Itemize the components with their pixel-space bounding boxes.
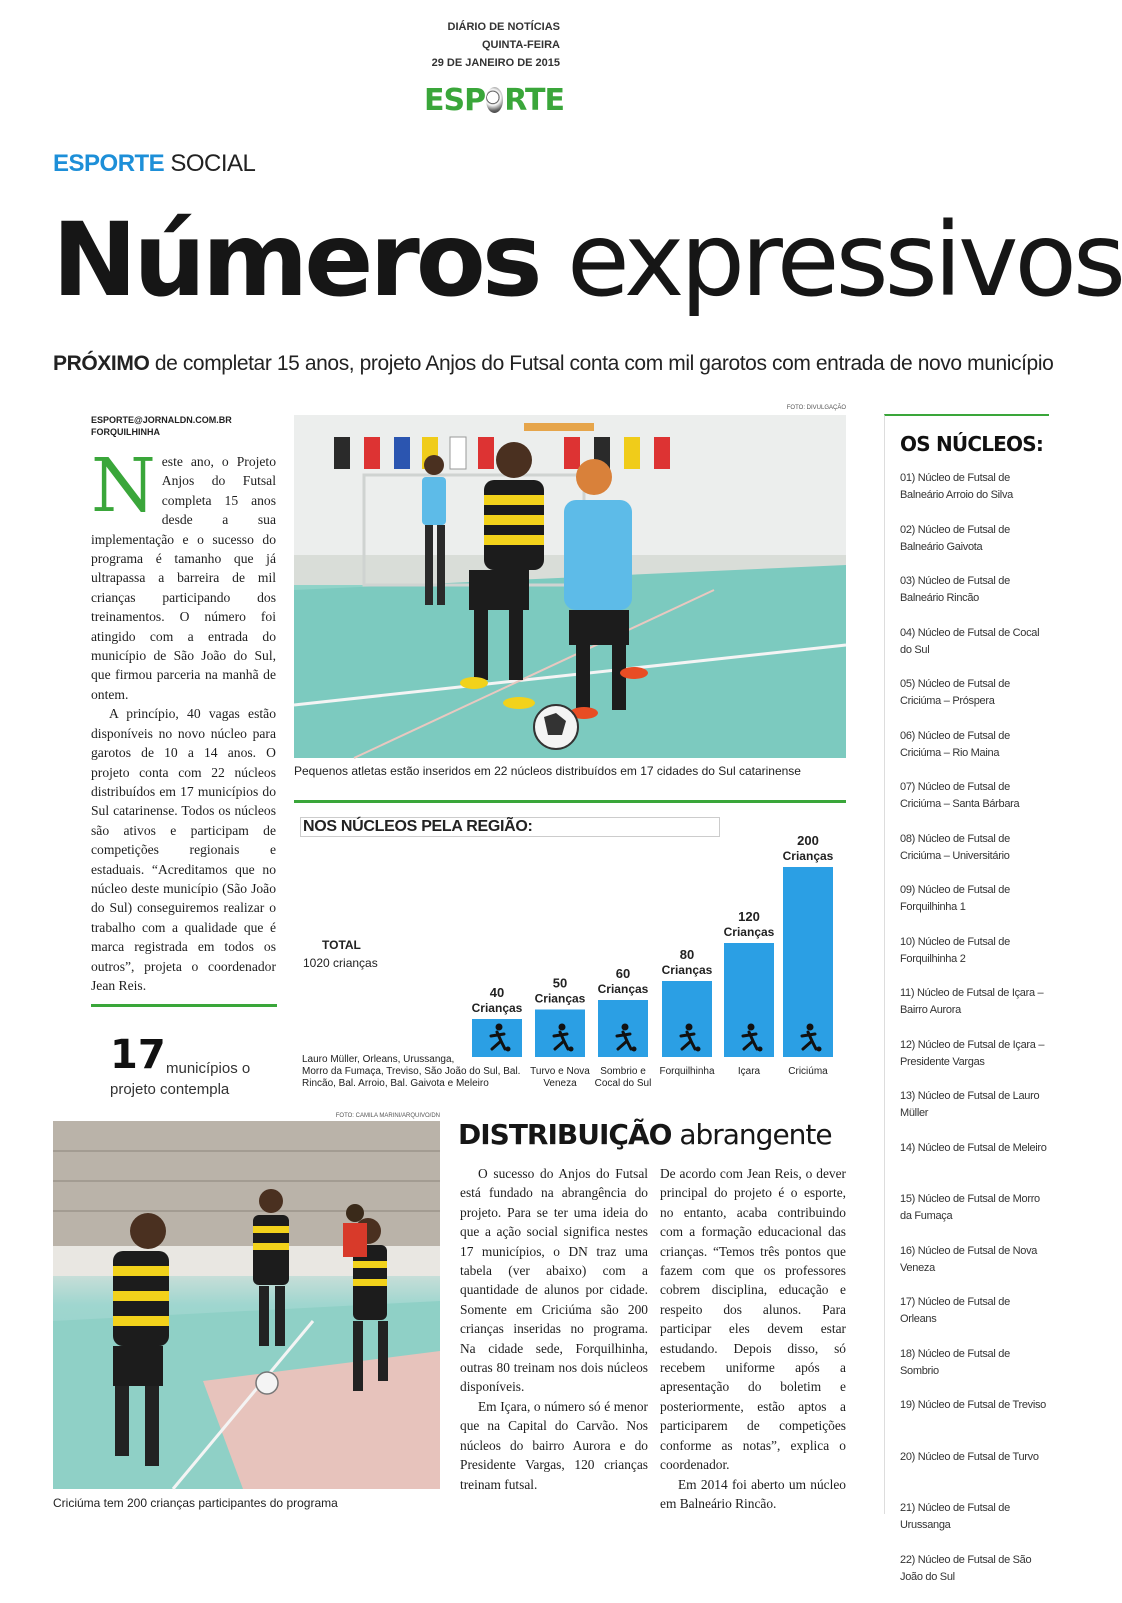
data-label: 40 [490, 985, 504, 1000]
list-item: 15) Núcleo de Futsal de Morro da Fumaça [900, 1191, 1048, 1243]
ball-icon [506, 1047, 511, 1052]
article-body [91, 452, 276, 995]
stat-label: projeto contempla [110, 1081, 229, 1098]
category-label: Cocal do Sul [595, 1078, 652, 1089]
masthead [400, 18, 560, 72]
data-label: 80 [680, 947, 694, 962]
list-item: 10) Núcleo de Futsal de Forquilhinha 2 [900, 934, 1048, 986]
player-icon [496, 1024, 503, 1031]
headline-regular: expressivos [567, 201, 1122, 320]
chart-title: NOS NÚCLEOS PELA REGIÃO: [300, 817, 720, 837]
category-label: Rincão, Bal. Arroio, Bal. Gaivota e Meleiro [302, 1078, 489, 1089]
list-item: 07) Núcleo de Futsal de Criciúma – Santa Bárbara [900, 779, 1048, 831]
article-column [660, 1164, 846, 1513]
section-primary: ESPORTE [53, 150, 164, 177]
photo-illustration [294, 415, 846, 758]
photo-illustration [53, 1121, 440, 1489]
byline-email: ESPORTE@JORNALDN.COM.BR [91, 414, 281, 426]
category-label: Forquilhinha [659, 1066, 714, 1077]
subhead-bold: PRÓXIMO [53, 352, 149, 375]
weekday: QUINTA-FEIRA [400, 36, 560, 54]
list-item: 04) Núcleo de Futsal de Cocal do Sul [900, 625, 1048, 677]
soccer-ball-icon [486, 87, 503, 113]
futsal-photo-criciuma [53, 1121, 440, 1489]
data-label: 120 [738, 909, 760, 924]
bar-chart [294, 820, 846, 1100]
list-item: 16) Núcleo de Futsal de Nova Veneza [900, 1243, 1048, 1295]
paper-name: DIÁRIO DE NOTÍCIAS [400, 18, 560, 36]
byline [91, 414, 281, 438]
category-label: Criciúma [788, 1066, 828, 1077]
issue-date: 29 DE JANEIRO DE 2015 [400, 54, 560, 72]
ball-icon [569, 1047, 574, 1052]
list-item: 18) Núcleo de Futsal de Sombrio [900, 1346, 1048, 1398]
list-item: 08) Núcleo de Futsal de Criciúma – Universitário [900, 831, 1048, 883]
list-item: 11) Núcleo de Futsal de Içara – Bairro Aurora [900, 985, 1048, 1037]
player-icon [748, 1024, 755, 1031]
subhead-regular: de completar 15 anos, projeto Anjos do Futsal conta com mil garotos com entrada de novo município [155, 352, 1054, 375]
player-icon [622, 1024, 629, 1031]
category-label: Turvo e Nova [530, 1066, 590, 1077]
list-item: 02) Núcleo de Futsal de Balneário Gaivota [900, 522, 1048, 574]
list-item: 17) Núcleo de Futsal de Orleans [900, 1294, 1048, 1346]
article-paragraph: Neste ano, o Projeto Anjos do Futsal completa 15 anos desde a sua implementação e o sucesso do programa é tamanho que já ultrapassa a barreira de mil crianças participando dos treinamentos. O número foi atingido com a entrada do município de São João do Sul, que firmou parceria na manhã de ontem. [91, 452, 276, 704]
data-label-unit: Crianças [662, 963, 713, 977]
category-label: Içara [738, 1066, 761, 1077]
article-paragraph: Em 2014 foi aberto um núcleo em Balneário Rincão. [660, 1475, 846, 1514]
category-label: Veneza [543, 1078, 577, 1089]
secondary-headline-bold: DISTRIBUIÇÃO [458, 1118, 671, 1151]
logo-text-right: RTE [504, 83, 564, 118]
list-item: 19) Núcleo de Futsal de Treviso [900, 1397, 1048, 1449]
list-item: 22) Núcleo de Futsal de São João do Sul [900, 1552, 1048, 1603]
data-label-unit: Crianças [535, 992, 586, 1006]
data-label-unit: Crianças [598, 982, 649, 996]
player-icon [807, 1024, 814, 1031]
player-icon [559, 1024, 566, 1031]
page-headline [52, 196, 1052, 326]
section-tag [53, 150, 255, 178]
article-column [460, 1164, 648, 1494]
sidebar-title: OS NÚCLEOS: [900, 432, 1043, 456]
drop-cap: N [91, 454, 156, 518]
chart-bar [724, 943, 774, 1057]
stat-label: municípios o [166, 1060, 250, 1077]
list-item: 01) Núcleo de Futsal de Balneário Arroio do Silva [900, 470, 1048, 522]
data-label: 200 [797, 833, 819, 848]
article-paragraph: O sucesso do Anjos do Futsal está fundado na abrangência do projeto. Para se ter uma ideia do que a ação social significa nestes 17 municípios, o DN traz uma tabela (ver abaixo) com a quantidade de alunos por cidade. Somente em Criciúma são 200 crianças inseridas no programa. Na cidade sede, Forquilhinha, outras 80 treinam nos dois núcleos disponíveis. [460, 1164, 648, 1397]
ball-icon [632, 1047, 637, 1052]
byline-location: FORQUILHINHA [91, 426, 281, 438]
list-item: 05) Núcleo de Futsal de Criciúma – Próspera [900, 676, 1048, 728]
data-label: 60 [616, 966, 630, 981]
list-item: 14) Núcleo de Futsal de Meleiro [900, 1140, 1048, 1192]
list-item: 21) Núcleo de Futsal de Urussanga [900, 1500, 1048, 1552]
photo-credit: FOTO: DIVULGAÇÃO [700, 405, 846, 411]
logo-text-left: ESP [424, 83, 485, 118]
category-label: Sombrio e [600, 1066, 646, 1077]
list-item: 09) Núcleo de Futsal de Forquilhinha 1 [900, 882, 1048, 934]
secondary-headline [458, 1118, 832, 1151]
list-item: 06) Núcleo de Futsal de Criciúma – Rio Maina [900, 728, 1048, 780]
article-paragraph: De acordo com Jean Reis, o dever principal do projeto é o esporte, no entanto, acaba contribuindo com a formação educacional das crianças. “Temos três pontos que fazem com que os professores cobrem disciplina, educação e respeito dos alunos. Para participar eles devem estar estudando. Depois disso, só recebem uniforme após a apresentação do boletim e posteriormente, estão aptos a participarem de competições conforme as notas”, explica o coordenador. [660, 1164, 846, 1475]
futsal-photo-youth [294, 415, 846, 758]
player-icon [686, 1024, 693, 1031]
headline-bold: Números [52, 201, 539, 320]
data-label-unit: Crianças [724, 925, 775, 939]
list-item: 12) Núcleo de Futsal de Içara – Presidente Vargas [900, 1037, 1048, 1089]
list-item: 20) Núcleo de Futsal de Turvo [900, 1449, 1048, 1501]
ball-icon [758, 1047, 763, 1052]
data-label-unit: Crianças [783, 849, 834, 863]
data-label: 50 [553, 976, 567, 991]
photo-credit: FOTO: CAMILA MARINI/ARQUIVO/DN [300, 1113, 440, 1119]
nucleos-list [900, 470, 1048, 1603]
chart-total-label: TOTAL [322, 938, 361, 952]
article-paragraph: Em Içara, o número só é menor que na Capital do Carvão. Nos núcleos do bairro Aurora e do Presidente Vargas, 120 crianças treinam futsal. [460, 1397, 648, 1494]
section-secondary: SOCIAL [170, 150, 255, 177]
esporte-logo [424, 80, 564, 120]
list-item: 03) Núcleo de Futsal de Balneário Rincão [900, 573, 1048, 625]
chart-total-value: 1020 crianças [303, 956, 378, 970]
category-label: Morro da Fumaça, Treviso, São João do Sul, Bal. [302, 1066, 520, 1077]
photo-caption: Criciúma tem 200 crianças participantes do programa [53, 1496, 443, 1510]
category-label: Lauro Müller, Orleans, Urussanga, [302, 1054, 454, 1065]
photo-caption: Pequenos atletas estão inseridos em 22 núcleos distribuídos em 17 cidades do Sul catarinense [294, 764, 854, 778]
ball-icon [817, 1047, 822, 1052]
ball-icon [696, 1047, 701, 1052]
secondary-headline-regular: abrangente [679, 1118, 831, 1151]
article-paragraph: A princípio, 40 vagas estão disponíveis no novo núcleo para garotos de 10 a 14 anos. O projeto conta com 22 núcleos distribuídos em 17 municípios do Sul catarinense. Todos os núcleos são ativos e participam de competições regionais e estaduais. “Acreditamos que no núcleo deste município (São João do Sul) conseguiremos realizar o trabalho com a qualidade que é marca registrada em todos os outros”, projeta o coordenador Jean Reis. [91, 704, 276, 995]
subheadline [53, 352, 1053, 376]
list-item: 13) Núcleo de Futsal de Lauro Müller [900, 1088, 1048, 1140]
data-label-unit: Crianças [472, 1001, 523, 1015]
stat-number: 17 [110, 1032, 166, 1078]
